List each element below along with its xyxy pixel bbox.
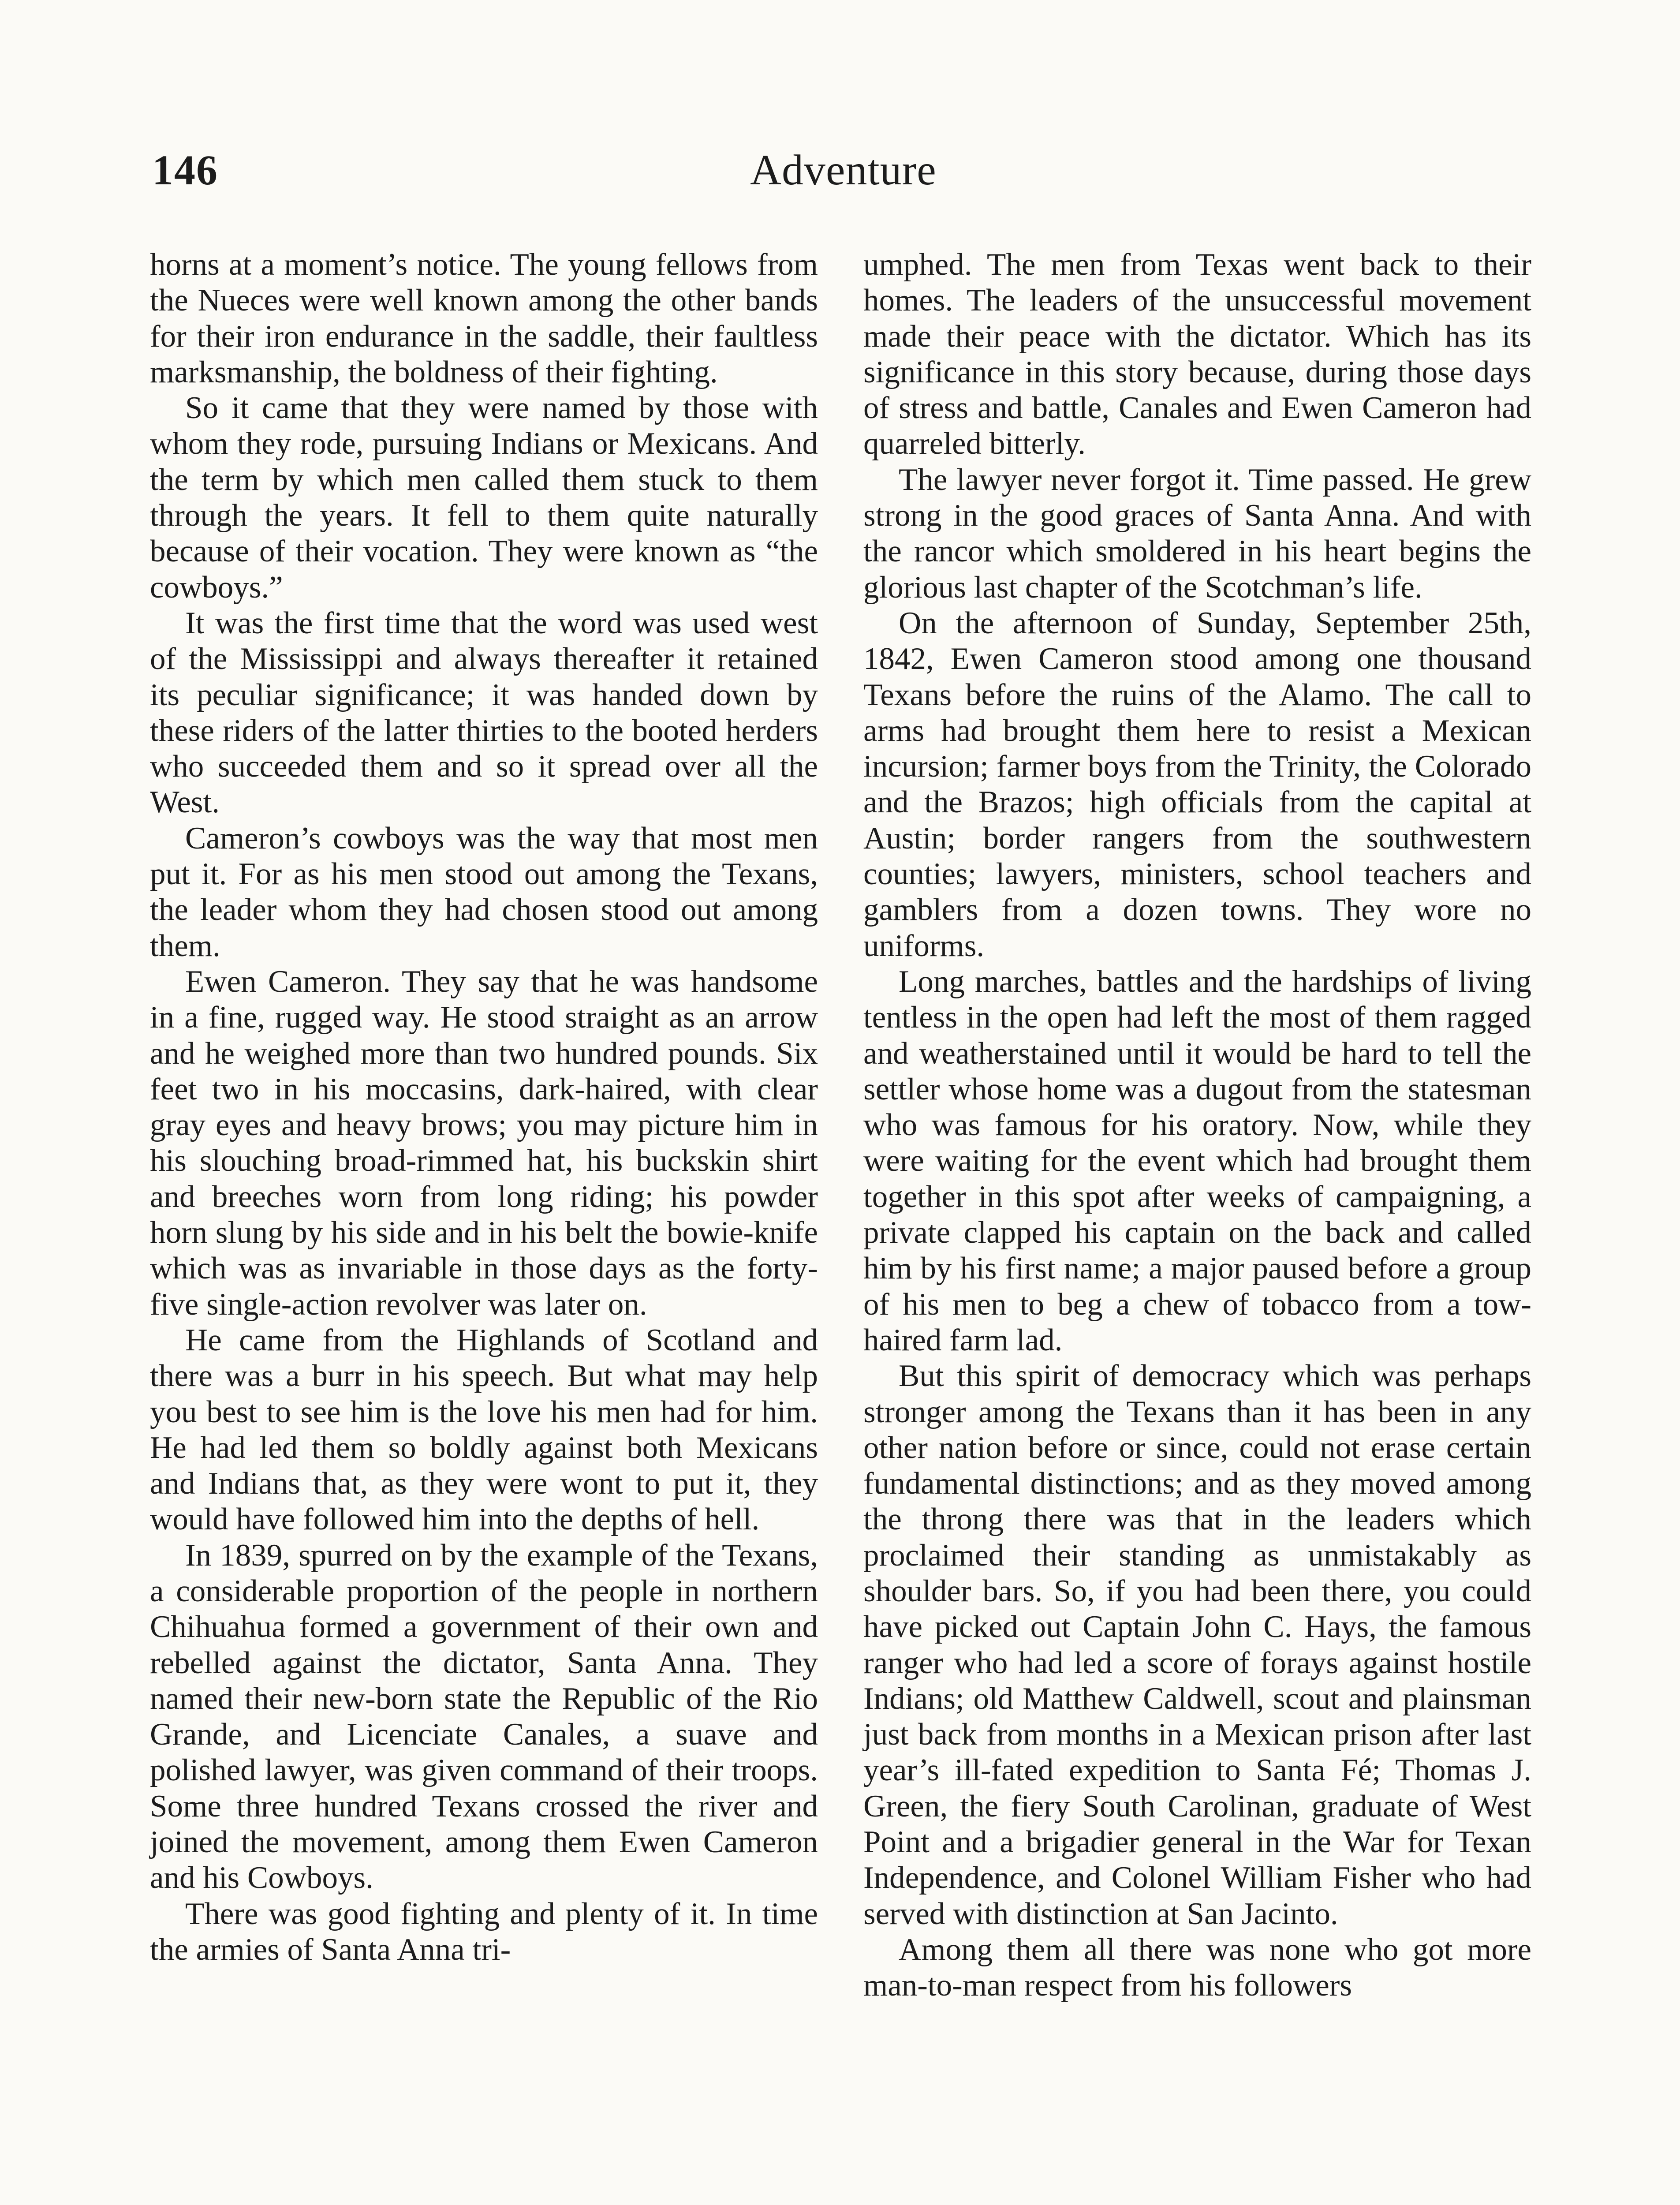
paragraph: Ewen Cameron. They say that he was handsome in a fine, rugged way. He stood straight as an arrow and he weighed more than two hundred pounds. Six feet two in his moccasins, dark-haired, with clear gray eyes and heavy brows; you may picture him in his slouching broad-rimmed hat, his buckskin shirt and breeches worn from long riding; his powder horn slung by his side and in his belt the bowie-knife which was as invariable in those days as the forty-five single-action revolver was later on. [150, 964, 818, 1322]
left-column [150, 247, 818, 1968]
paragraph: Among them all there was none who got more man-to-man respect from his followers [863, 1932, 1531, 2003]
right-column [863, 247, 1531, 2004]
paragraph: On the afternoon of Sunday, September 25th, 1842, Ewen Cameron stood among one thousand Texans before the ruins of the Alamo. The call to arms had brought them here to resist a Mexican incursion; farmer boys from the Trinity, the Colorado and the Brazos; high officials from the capital at Austin; border rangers from the southwestern counties; lawyers, ministers, school teachers and gamblers from a dozen towns. They wore no uniforms. [863, 605, 1531, 963]
paragraph: So it came that they were named by those with whom they rode, pursuing Indians or Mexicans. And the term by which men called them stuck to them through the years. It fell to them quite naturally because of their vocation. They were known as “the cowboys.” [150, 391, 818, 605]
paragraph: horns at a moment’s notice. The young fellows from the Nueces were well known among the other bands for their iron endurance in the saddle, their faultless marksmanship, the boldness of their fighting. [150, 247, 818, 389]
paragraph: It was the first time that the word was used west of the Mississippi and always thereafter it retained its peculiar significance; it was handed down by these riders of the latter thirties to the booted herders who succeeded them and so it spread over all the West. [150, 605, 818, 820]
running-head: Adventure [750, 146, 937, 194]
paragraph: The lawyer never forgot it. Time passed. He grew strong in the good graces of Santa Anna. And with the rancor which smoldered in his heart begins the glorious last chapter of the Scotchman’s life. [863, 462, 1531, 605]
page-number: 146 [152, 146, 218, 194]
paragraph: Cameron’s cowboys was the way that most men put it. For as his men stood out among the Texans, the leader whom they had chosen stood out among them. [150, 821, 818, 963]
paragraph: There was good fighting and plenty of it. In time the armies of Santa Anna tri- [150, 1896, 818, 1967]
paragraph: In 1839, spurred on by the example of the Texans, a considerable proportion of the people in northern Chihuahua formed a government of their own and rebelled against the dictator, Santa Anna. They named their new-born state the Republic of the Rio Grande, and Licenciate Canales, a suave and polished lawyer, was given command of their troops. Some three hundred Texans crossed the river and joined the movement, among them Ewen Cameron and his Cowboys. [150, 1538, 818, 1895]
page-header [152, 146, 1534, 216]
paragraph: umphed. The men from Texas went back to their homes. The leaders of the unsuccessful movement made their peace with the dictator. Which has its significance in this story because, during those days of stress and battle, Canales and Ewen Cameron had quarreled bitterly. [863, 247, 1531, 461]
paragraph: Long marches, battles and the hardships of living tentless in the open had left the most of them ragged and weatherstained until it would be hard to tell the settler whose home was a dugout from the statesman who was famous for his oratory. Now, while they were waiting for the event which had brought them together in this spot after weeks of campaigning, a private clapped his captain on the back and called him by his first name; a major paused before a group of his men to beg a chew of tobacco from a tow-haired farm lad. [863, 964, 1531, 1357]
paragraph: But this spirit of democracy which was perhaps stronger among the Texans than it has been in any other nation before or since, could not erase certain fundamental distinctions; and as they moved among the throng there was that in the leaders which proclaimed their standing as unmistakably as shoulder bars. So, if you had been there, you could have picked out Captain John C. Hays, the famous ranger who had led a score of forays against hostile Indians; old Matthew Caldwell, scout and plainsman just back from months in a Mexican prison after last year’s ill-fated expedition to Santa Fé; Thomas J. Green, the fiery South Carolinan, graduate of West Point and a brigadier general in the War for Texan Independence, and Colonel William Fisher who had served with distinction at San Jacinto. [863, 1359, 1531, 1931]
paragraph: He came from the Highlands of Scotland and there was a burr in his speech. But what may help you best to see him is the love his men had for him. He had led them so boldly against both Mexicans and Indians that, as they were wont to put it, they would have followed him into the depths of hell. [150, 1323, 818, 1537]
